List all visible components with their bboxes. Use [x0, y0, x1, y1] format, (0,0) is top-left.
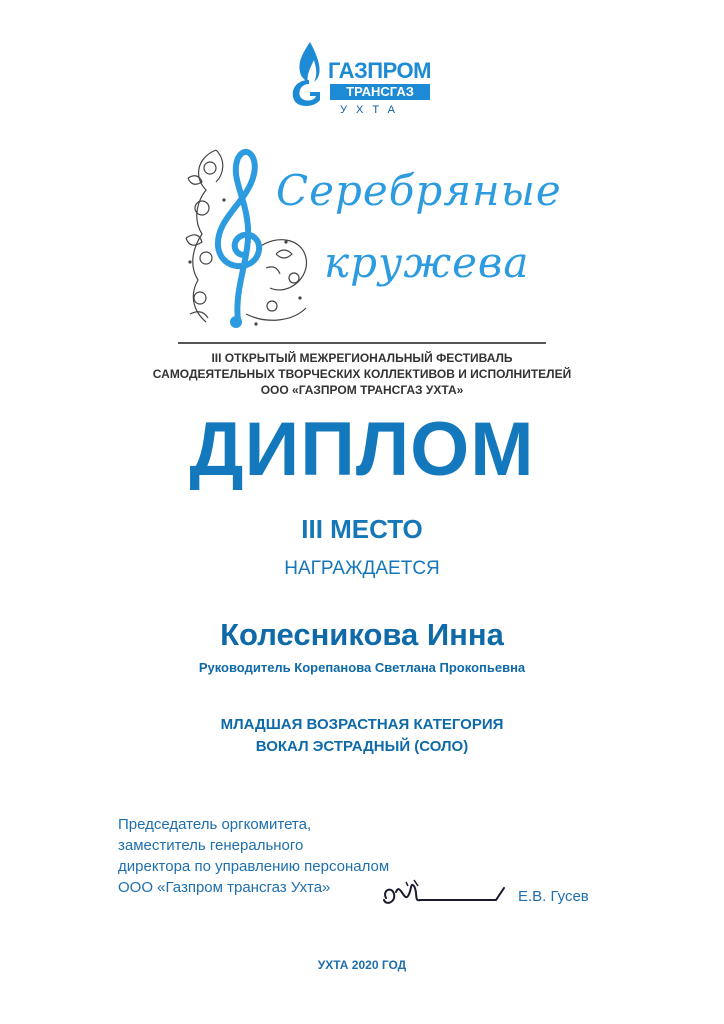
logo-city: УХТА	[340, 104, 405, 116]
signatory-line2: заместитель генерального	[118, 837, 304, 854]
category-line2: ВОКАЛ ЭСТРАДНЫЙ (СОЛО)	[255, 738, 469, 755]
awarded-text: НАГРАЖДАЕТСЯ	[284, 558, 440, 579]
leader-text: Руководитель Корепанова Светлана Прокопьевна	[198, 660, 526, 675]
footer-city-year: УХТА 2020 ГОД	[317, 958, 407, 972]
category-line1: МЛАДШАЯ ВОЗРАСТНАЯ КАТЕГОРИЯ	[220, 716, 504, 733]
signature-image	[378, 872, 508, 912]
festival-name-line2: кружева	[324, 238, 530, 287]
signatory-line4: ООО «Газпром трансгаз Ухта»	[118, 879, 331, 896]
place-text: III МЕСТО	[301, 514, 423, 544]
festival-emblem	[176, 138, 562, 338]
signatory-name: Е.В. Гусев	[518, 888, 589, 905]
recipient-name: Колесникова Инна	[220, 617, 504, 652]
festival-description	[0, 350, 724, 398]
festival-name-line1: Серебряные	[276, 166, 562, 215]
logo-subtitle: ТРАНСГАЗ	[330, 84, 430, 100]
signatory-line3: директора по управлению персоналом	[118, 858, 390, 875]
gazprom-flame-icon	[288, 40, 330, 110]
logo-brand: ГАЗПРОМ	[328, 58, 431, 83]
signatory-title	[118, 814, 418, 898]
divider	[178, 342, 546, 344]
signatory-line1: Председатель оргкомитета,	[118, 816, 312, 833]
festival-line1: III ОТКРЫТЫЙ МЕЖРЕГИОНАЛЬНЫЙ ФЕСТИВАЛЬ	[211, 351, 513, 365]
festival-line2: САМОДЕЯТЕЛЬНЫХ ТВОРЧЕСКИХ КОЛЛЕКТИВОВ И ИСПОЛНИТЕЛЕЙ	[152, 367, 572, 381]
gazprom-transgaz-logo	[288, 40, 438, 122]
category-block	[0, 714, 724, 758]
diploma-title: ДИПЛОМ	[189, 407, 535, 492]
festival-line3: ООО «ГАЗПРОМ ТРАНСГАЗ УХТА»	[260, 383, 464, 397]
